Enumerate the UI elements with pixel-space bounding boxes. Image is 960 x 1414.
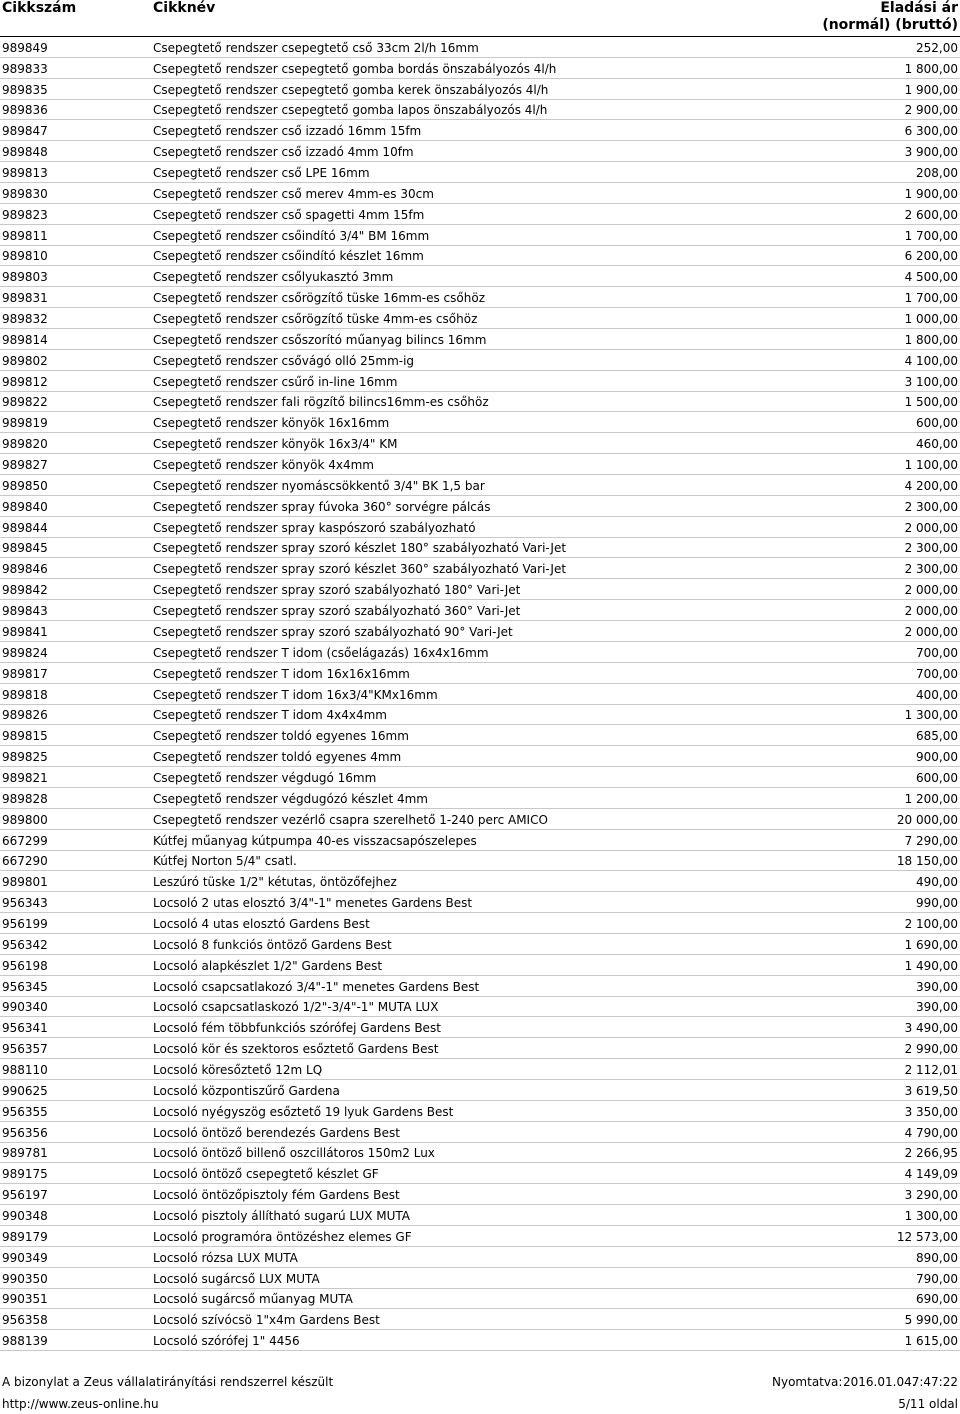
cell-code: 956355 [2, 1104, 48, 1119]
table-row [0, 558, 960, 579]
table-row [0, 1268, 960, 1289]
cell-code: 989843 [2, 604, 48, 619]
table-row [0, 350, 960, 371]
table-row [0, 538, 960, 559]
footer-system-note: A bizonylat a Zeus vállalatirányítási rendszerrel készült [2, 1375, 334, 1389]
cell-name: Csepegtető rendszer csőrögzítő tüske 4mm-es csőhöz [153, 312, 478, 327]
cell-name: Locsoló alapkészlet 1/2" Gardens Best [153, 958, 383, 973]
cell-price: 490,00 [916, 875, 958, 890]
cell-price: 1 615,00 [904, 1334, 958, 1349]
cell-name: Csepegtető rendszer cső LPE 16mm [153, 166, 370, 181]
cell-code: 990349 [2, 1250, 48, 1265]
table-row [0, 851, 960, 872]
cell-name: Csepegtető rendszer T idom 16x16x16mm [153, 666, 410, 681]
cell-price: 1 800,00 [904, 332, 958, 347]
cell-name: Csepegtető rendszer spray szoró szabályozható 180° Vari-Jet [153, 583, 521, 598]
cell-name: Csepegtető rendszer toldó egyenes 4mm [153, 750, 402, 765]
cell-price: 1 490,00 [904, 958, 958, 973]
table-row [0, 371, 960, 392]
column-header-price-sub: (normál) (bruttó) [822, 17, 958, 33]
cell-price: 690,00 [916, 1292, 958, 1307]
cell-name: Csepegtető rendszer végdugó 16mm [153, 770, 377, 785]
cell-code: 989846 [2, 562, 48, 577]
cell-name: Kútfej Norton 5/4" csatl. [153, 854, 297, 869]
cell-price: 2 600,00 [904, 207, 958, 222]
cell-price: 1 300,00 [904, 1208, 958, 1223]
cell-code: 989815 [2, 729, 48, 744]
cell-code: 989811 [2, 228, 48, 243]
cell-name: Locsoló csapcsatlakozó 3/4"-1" menetes Gardens Best [153, 979, 480, 994]
cell-name: Csepegtető rendszer toldó egyenes 16mm [153, 729, 409, 744]
cell-name: Csepegtető rendszer cső izzadó 4mm 10fm [153, 145, 414, 160]
cell-price: 252,00 [916, 40, 958, 55]
table-row [0, 705, 960, 726]
table-row [0, 600, 960, 621]
cell-code: 989828 [2, 791, 48, 806]
cell-price: 4 200,00 [904, 478, 958, 493]
cell-code: 989825 [2, 750, 48, 765]
cell-price: 4 500,00 [904, 270, 958, 285]
cell-price: 900,00 [916, 750, 958, 765]
cell-name: Locsoló öntözőpisztoly fém Gardens Best [153, 1188, 400, 1203]
cell-price: 700,00 [916, 666, 958, 681]
cell-code: 956356 [2, 1125, 48, 1140]
table-row [0, 1143, 960, 1164]
cell-code: 988110 [2, 1062, 48, 1077]
table-row [0, 412, 960, 433]
cell-price: 4 790,00 [904, 1125, 958, 1140]
table-row [0, 1184, 960, 1205]
table-row [0, 183, 960, 204]
cell-code: 989802 [2, 353, 48, 368]
table-row [0, 37, 960, 58]
cell-price: 3 619,50 [904, 1083, 958, 1098]
cell-code: 956198 [2, 958, 48, 973]
cell-code: 989818 [2, 687, 48, 702]
table-row [0, 266, 960, 287]
cell-code: 956341 [2, 1021, 48, 1036]
cell-price: 2 300,00 [904, 562, 958, 577]
cell-price: 1 900,00 [904, 82, 958, 97]
cell-name: Csepegtető rendszer T idom 16x3/4"KMx16mm [153, 687, 438, 702]
cell-price: 3 490,00 [904, 1021, 958, 1036]
table-row [0, 225, 960, 246]
table-row [0, 788, 960, 809]
cell-code: 956358 [2, 1313, 48, 1328]
cell-name: Locsoló öntöző billenő oszcillátoros 150m2 Lux [153, 1146, 435, 1161]
table-row [0, 162, 960, 183]
table-row [0, 767, 960, 788]
table-row [0, 997, 960, 1018]
cell-name: Locsoló szívócsö 1"x4m Gardens Best [153, 1313, 380, 1328]
cell-name: Locsoló szórófej 1" 4456 [153, 1334, 300, 1349]
cell-code: 989842 [2, 583, 48, 598]
cell-price: 2 990,00 [904, 1042, 958, 1057]
cell-price: 3 100,00 [904, 374, 958, 389]
cell-price: 2 100,00 [904, 916, 958, 931]
cell-code: 989820 [2, 437, 48, 452]
cell-name: Csepegtető rendszer csővágó olló 25mm-ig [153, 353, 415, 368]
table-row [0, 809, 960, 830]
cell-name: Kútfej műanyag kútpumpa 40-es visszacsapószelepes [153, 833, 477, 848]
cell-code: 989830 [2, 186, 48, 201]
cell-price: 400,00 [916, 687, 958, 702]
cell-price: 208,00 [916, 166, 958, 181]
cell-price: 3 900,00 [904, 145, 958, 160]
cell-price: 1 900,00 [904, 186, 958, 201]
table-row [0, 579, 960, 600]
column-header-price: Eladási ár [880, 0, 958, 16]
table-row [0, 517, 960, 538]
cell-code: 989822 [2, 395, 48, 410]
cell-code: 990348 [2, 1208, 48, 1223]
table-row [0, 1122, 960, 1143]
cell-price: 2 000,00 [904, 583, 958, 598]
cell-code: 990351 [2, 1292, 48, 1307]
table-row [0, 976, 960, 997]
table-row [0, 79, 960, 100]
table-row [0, 1289, 960, 1310]
cell-name: Csepegtető rendszer csepegtető gomba kerek önszabályozós 4l/h [153, 82, 549, 97]
cell-price: 3 290,00 [904, 1188, 958, 1203]
table-row [0, 830, 960, 851]
cell-code: 989848 [2, 145, 48, 160]
cell-code: 989836 [2, 103, 48, 118]
cell-code: 989827 [2, 458, 48, 473]
cell-price: 790,00 [916, 1271, 958, 1286]
cell-price: 460,00 [916, 437, 958, 452]
cell-price: 700,00 [916, 645, 958, 660]
cell-price: 1 200,00 [904, 791, 958, 806]
cell-code: 956345 [2, 979, 48, 994]
table-row [0, 913, 960, 934]
cell-code: 956342 [2, 937, 48, 952]
cell-name: Locsoló öntöző csepegtető készlet GF [153, 1167, 379, 1182]
cell-name: Locsoló központiszűrő Gardena [153, 1083, 340, 1098]
cell-code: 990340 [2, 1000, 48, 1015]
table-row [0, 1080, 960, 1101]
cell-name: Locsoló öntöző berendezés Gardens Best [153, 1125, 400, 1140]
cell-name: Locsoló 2 utas elosztó 3/4"-1" menetes Gardens Best [153, 896, 473, 911]
cell-name: Locsoló csapcsatlaskozó 1/2"-3/4"-1" MUTA LUX [153, 1000, 439, 1015]
table-row [0, 120, 960, 141]
footer-printed-label: Nyomtatva: [772, 1375, 843, 1389]
cell-name: Locsoló sugárcső műanyag MUTA [153, 1292, 353, 1307]
price-table-body [0, 37, 960, 1351]
column-header-name: Cikknév [153, 0, 216, 16]
cell-name: Csepegtető rendszer csűrő in-line 16mm [153, 374, 398, 389]
cell-price: 390,00 [916, 1000, 958, 1015]
cell-code: 988139 [2, 1334, 48, 1349]
cell-name: Csepegtető rendszer nyomáscsökkentő 3/4" BK 1,5 bar [153, 478, 485, 493]
cell-price: 1 100,00 [904, 458, 958, 473]
cell-price: 2 000,00 [904, 604, 958, 619]
cell-name: Locsoló programóra öntözéshez elemes GF [153, 1229, 412, 1244]
cell-code: 989803 [2, 270, 48, 285]
table-row [0, 934, 960, 955]
cell-code: 989824 [2, 645, 48, 660]
cell-price: 2 000,00 [904, 520, 958, 535]
cell-code: 956343 [2, 896, 48, 911]
cell-code: 990625 [2, 1083, 48, 1098]
cell-price: 2 112,01 [904, 1062, 958, 1077]
table-row [0, 392, 960, 413]
cell-name: Csepegtető rendszer cső spagetti 4mm 15fm [153, 207, 425, 222]
table-row [0, 329, 960, 350]
cell-code: 989810 [2, 249, 48, 264]
cell-code: 989850 [2, 478, 48, 493]
cell-name: Csepegtető rendszer csepegtető gomba bordás önszabályozós 4l/h [153, 61, 557, 76]
cell-price: 1 300,00 [904, 708, 958, 723]
cell-name: Locsoló nyégyszög esőztető 19 lyuk Gardens Best [153, 1104, 454, 1119]
cell-code: 989826 [2, 708, 48, 723]
footer-page-number: 5/11 oldal [898, 1397, 958, 1411]
cell-name: Locsoló 8 funkciós öntöző Gardens Best [153, 937, 392, 952]
cell-price: 5 990,00 [904, 1313, 958, 1328]
cell-code: 989812 [2, 374, 48, 389]
table-row [0, 204, 960, 225]
cell-name: Csepegtető rendszer spray fúvoka 360° sorvégre pálcás [153, 499, 491, 514]
cell-name: Csepegtető rendszer T idom (csőelágazás) 16x4x16mm [153, 645, 489, 660]
table-row [0, 496, 960, 517]
cell-price: 20 000,00 [896, 812, 958, 827]
cell-code: 989831 [2, 291, 48, 306]
cell-price: 1 690,00 [904, 937, 958, 952]
cell-price: 600,00 [916, 416, 958, 431]
cell-price: 1 700,00 [904, 228, 958, 243]
cell-code: 989832 [2, 312, 48, 327]
cell-name: Csepegtető rendszer végdugózó készlet 4mm [153, 791, 428, 806]
table-row [0, 1163, 960, 1184]
cell-code: 989844 [2, 520, 48, 535]
cell-name: Csepegtető rendszer könyök 4x4mm [153, 458, 374, 473]
table-row [0, 684, 960, 705]
cell-code: 956197 [2, 1188, 48, 1203]
cell-code: 989819 [2, 416, 48, 431]
cell-code: 989814 [2, 332, 48, 347]
table-row [0, 1059, 960, 1080]
table-row [0, 1205, 960, 1226]
table-row [0, 246, 960, 267]
cell-price: 3 350,00 [904, 1104, 958, 1119]
cell-price: 2 000,00 [904, 624, 958, 639]
table-row [0, 746, 960, 767]
cell-price: 1 500,00 [904, 395, 958, 410]
table-row [0, 475, 960, 496]
cell-code: 990350 [2, 1271, 48, 1286]
cell-name: Csepegtető rendszer könyök 16x3/4" KM [153, 437, 398, 452]
cell-code: 667299 [2, 833, 48, 848]
cell-price: 1 700,00 [904, 291, 958, 306]
table-row [0, 1247, 960, 1268]
cell-name: Csepegtető rendszer csőindító 3/4" BM 16mm [153, 228, 430, 243]
cell-code: 989175 [2, 1167, 48, 1182]
cell-price: 2 266,95 [904, 1146, 958, 1161]
table-row [0, 1017, 960, 1038]
cell-code: 989800 [2, 812, 48, 827]
cell-price: 890,00 [916, 1250, 958, 1265]
cell-name: Csepegtető rendszer spray szoró készlet 180° szabályozható Vari-Jet [153, 541, 567, 556]
table-row [0, 1038, 960, 1059]
cell-name: Csepegtető rendszer T idom 4x4x4mm [153, 708, 387, 723]
cell-name: Csepegtető rendszer spray szoró szabályozható 360° Vari-Jet [153, 604, 521, 619]
cell-code: 989840 [2, 499, 48, 514]
table-row [0, 58, 960, 79]
cell-price: 990,00 [916, 896, 958, 911]
cell-name: Locsoló sugárcső LUX MUTA [153, 1271, 320, 1286]
table-row [0, 433, 960, 454]
footer-website-link[interactable]: http://www.zeus-online.hu [2, 1397, 159, 1411]
cell-name: Csepegtető rendszer fali rögzítő bilincs16mm-es csőhöz [153, 395, 489, 410]
cell-code: 989821 [2, 770, 48, 785]
cell-name: Csepegtető rendszer csőindító készlet 16mm [153, 249, 424, 264]
table-row [0, 287, 960, 308]
cell-code: 989179 [2, 1229, 48, 1244]
cell-code: 989841 [2, 624, 48, 639]
cell-code: 989849 [2, 40, 48, 55]
cell-price: 6 300,00 [904, 124, 958, 139]
cell-name: Csepegtető rendszer spray szoró szabályozható 90° Vari-Jet [153, 624, 513, 639]
cell-name: Locsoló pisztoly állítható sugarú LUX MUTA [153, 1208, 411, 1223]
cell-name: Locsoló 4 utas elosztó Gardens Best [153, 916, 370, 931]
cell-code: 989835 [2, 82, 48, 97]
cell-name: Csepegtető rendszer spray kaspószoró szabályozható [153, 520, 476, 535]
cell-price: 4 149,09 [904, 1167, 958, 1182]
cell-code: 956199 [2, 916, 48, 931]
cell-code: 989845 [2, 541, 48, 556]
cell-code: 989801 [2, 875, 48, 890]
column-header-code: Cikkszám [2, 0, 77, 16]
table-header [0, 0, 960, 37]
footer-printed-date: 2016.01.04. [843, 1375, 916, 1389]
cell-name: Csepegtető rendszer cső izzadó 16mm 15fm [153, 124, 422, 139]
table-row [0, 871, 960, 892]
cell-code: 989823 [2, 207, 48, 222]
cell-code: 989847 [2, 124, 48, 139]
table-row [0, 308, 960, 329]
cell-price: 600,00 [916, 770, 958, 785]
cell-name: Csepegtető rendszer cső merev 4mm-es 30cm [153, 186, 434, 201]
cell-code: 956357 [2, 1042, 48, 1057]
cell-price: 2 300,00 [904, 499, 958, 514]
table-row [0, 141, 960, 162]
cell-name: Csepegtető rendszer csepegtető cső 33cm 2l/h 16mm [153, 40, 479, 55]
cell-price: 685,00 [916, 729, 958, 744]
table-row [0, 454, 960, 475]
table-row [0, 100, 960, 121]
table-row [0, 642, 960, 663]
cell-price: 7 290,00 [904, 833, 958, 848]
table-row [0, 1101, 960, 1122]
cell-name: Csepegtető rendszer csőlyukasztó 3mm [153, 270, 394, 285]
cell-price: 1 800,00 [904, 61, 958, 76]
table-row [0, 1226, 960, 1247]
cell-name: Locsoló kör és szektoros esőztető Gardens Best [153, 1042, 439, 1057]
table-row [0, 1330, 960, 1351]
table-row [0, 892, 960, 913]
table-row [0, 621, 960, 642]
cell-name: Csepegtető rendszer vezérlő csapra szerelhető 1-240 perc AMICO [153, 812, 548, 827]
cell-code: 989833 [2, 61, 48, 76]
cell-name: Csepegtető rendszer csepegtető gomba lapos önszabályozós 4l/h [153, 103, 548, 118]
footer-printed-time: 7:47:22 [911, 1375, 958, 1389]
cell-code: 989781 [2, 1146, 48, 1161]
cell-name: Locsoló rózsa LUX MUTA [153, 1250, 298, 1265]
cell-code: 989817 [2, 666, 48, 681]
table-row [0, 663, 960, 684]
cell-price: 18 150,00 [896, 854, 958, 869]
cell-price: 12 573,00 [896, 1229, 958, 1244]
cell-price: 6 200,00 [904, 249, 958, 264]
cell-code: 989813 [2, 166, 48, 181]
table-row [0, 1309, 960, 1330]
cell-price: 2 300,00 [904, 541, 958, 556]
table-row [0, 955, 960, 976]
cell-price: 390,00 [916, 979, 958, 994]
cell-price: 2 900,00 [904, 103, 958, 118]
cell-name: Locsoló fém többfunkciós szórófej Gardens Best [153, 1021, 441, 1036]
cell-name: Locsoló köresőztető 12m LQ [153, 1062, 323, 1077]
table-row [0, 725, 960, 746]
cell-name: Leszúró tüske 1/2" kétutas, öntözőfejhez [153, 875, 397, 890]
cell-price: 1 000,00 [904, 312, 958, 327]
cell-name: Csepegtető rendszer csőrögzítő tüske 16mm-es csőhöz [153, 291, 485, 306]
cell-name: Csepegtető rendszer csőszorító műanyag bilincs 16mm [153, 332, 487, 347]
cell-price: 4 100,00 [904, 353, 958, 368]
cell-code: 667290 [2, 854, 48, 869]
cell-name: Csepegtető rendszer könyök 16x16mm [153, 416, 390, 431]
cell-name: Csepegtető rendszer spray szoró készlet 360° szabályozható Vari-Jet [153, 562, 567, 577]
